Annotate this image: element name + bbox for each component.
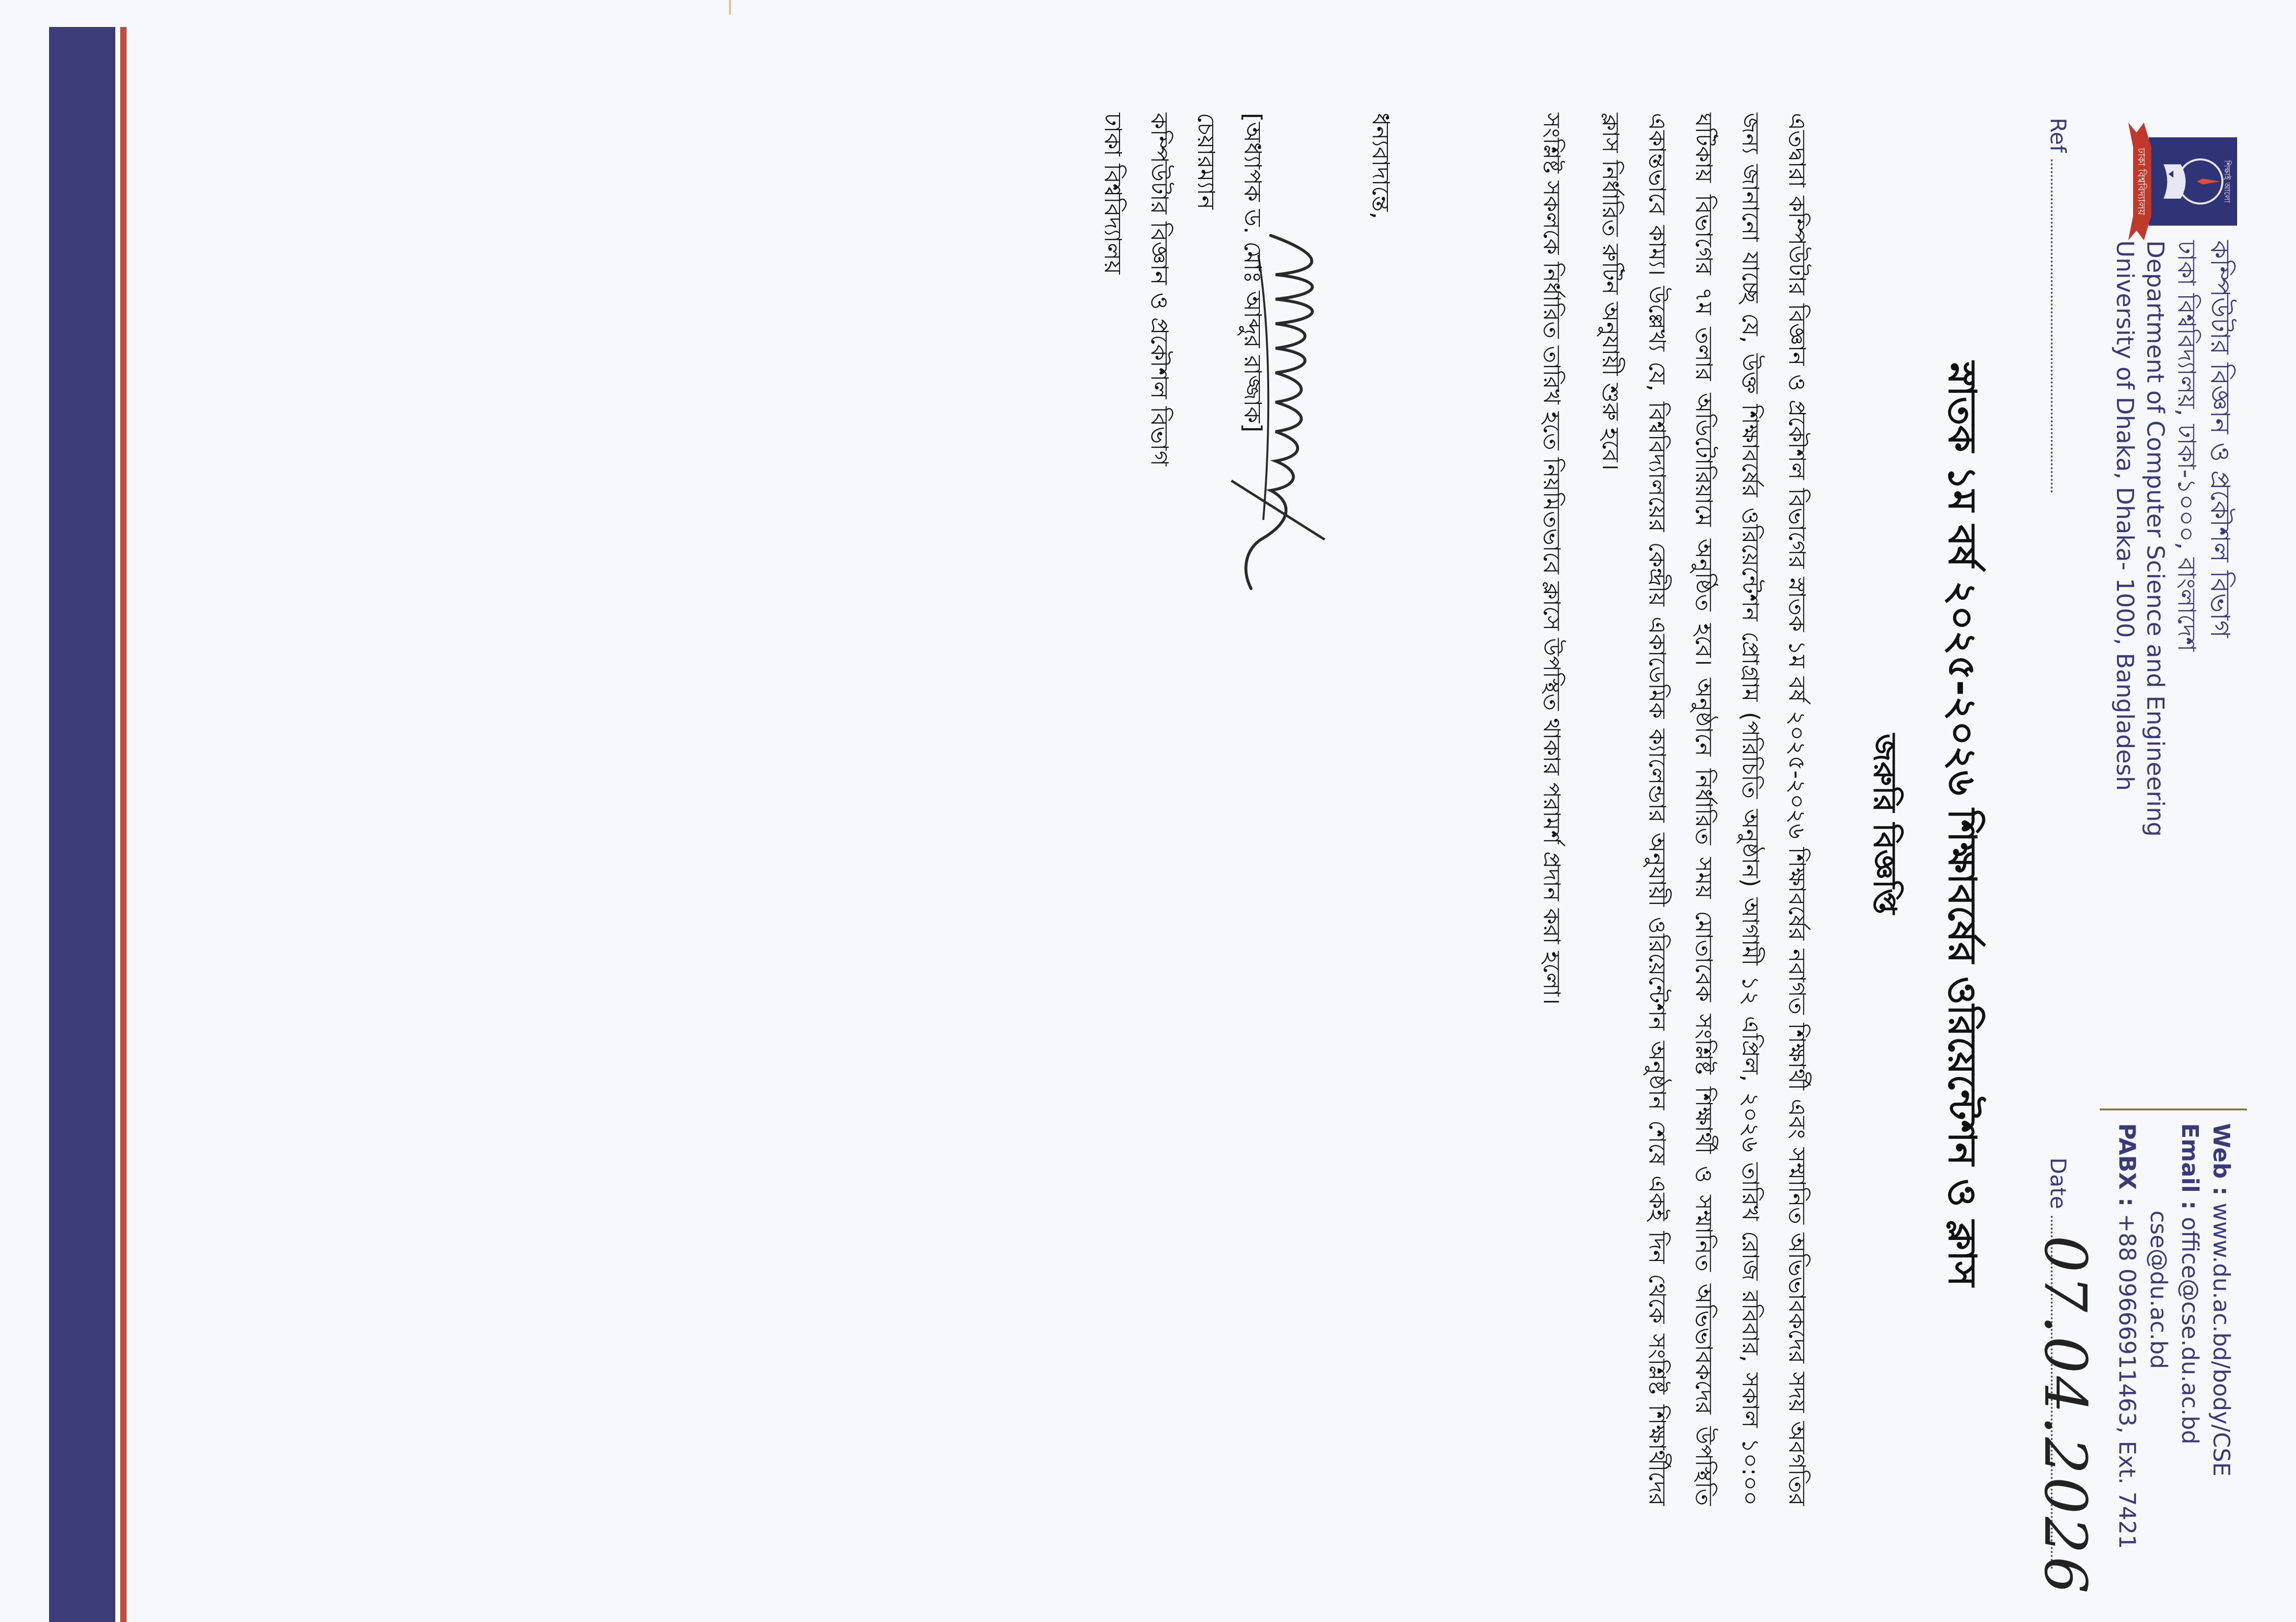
- web-link[interactable]: www.du.ac.bd/body/CSE: [2208, 1203, 2235, 1477]
- university-seal-icon: [2114, 118, 2242, 245]
- notice-body-closing: সংশ্লিষ্ট সকলকে নির্ধারিত তারিখ হতে নিয়মিতভাবে ক্লাসে উপস্থিত থাকার পরামর্শ প্রদান করা হলো।: [1538, 113, 1565, 1005]
- email-link-office[interactable]: office@cse.du.ac.bd: [2177, 1216, 2203, 1444]
- ref-label: Ref: [2045, 118, 2070, 153]
- university-address-en: University of Dhaka, Dhaka- 1000, Bangladesh: [2111, 240, 2139, 791]
- left-red-band: [120, 27, 127, 1622]
- email-link-cse[interactable]: cse@du.ac.bd: [2145, 1210, 2172, 1369]
- university-address-bn: ঢাকা বিশ্ববিদ্যালয়, ঢাকা-১০০০, বাংলাদেশ: [2172, 240, 2201, 652]
- signatory-department: কম্পিউটার বিজ্ঞান ও প্রকৌশল বিভাগ: [1146, 113, 1173, 466]
- signatory-block: [1089, 113, 1276, 466]
- notice-body: এতদ্বারা কম্পিউটার বিজ্ঞান ও প্রকৌশল বিভাগের স্নাতক ১ম বর্ষ ২০২৫-২০২৬ শিক্ষাবর্ষের নবাগত শিক্ষার্থী এবং সম্মানিত অভিভাবকদের সদয় অবগতির জন্য জানানো যাচ্ছে যে, উক্ত শিক্ষাবর্ষের ওরিয়েন্টেশন প্রোগ্রাম (পরিচিতি অনুষ্ঠান) আগামী ১২ এপ্রিল, ২০২৬ তারিখ রোজ রবিবার, সকাল ১০:০০ ঘটিকায় বিভাগের ৭ম তলার অডিটোরিয়ামে অনুষ্ঠিত হবে। অনুষ্ঠানে নির্ধারিত সময় মোতাবেক সংশ্লিষ্ট শিক্ষার্থী ও সম্মানিত অভিভাবকদের উপস্থিতি একান্তভাবে কাম্য। উল্লেখ্য যে, বিশ্ববিদ্যালয়ের কেন্দ্রীয় একাডেমিক ক্যালেন্ডার অনুযায়ী ওরিয়েন্টেশন অনুষ্ঠান শেষে একই দিন থেকে সংশ্লিষ্ট শিক্ষার্থীদের ক্লাস নির্ধারিত রুটিন অনুযায়ী শুরু হবে।: [1597, 113, 1810, 1506]
- date-field: [2032, 1158, 2099, 1596]
- rotated-letter: [147, 59, 2257, 1596]
- notice-subtitle: জরুরি বিজ্ঞপ্তি: [1866, 733, 1903, 915]
- signatory-name: [অধ্যাপক ড. মোঃ আব্দুর রাজ্জাক]: [1239, 113, 1266, 433]
- left-navy-band: [49, 27, 115, 1622]
- signatory-designation: চেয়ারম্যান: [1192, 113, 1220, 210]
- letterhead-name: [2110, 240, 2237, 976]
- letterhead-contact: [2112, 1123, 2237, 1589]
- seal-top-text: শিক্ষাই আলো: [2222, 160, 2232, 203]
- closing-thanks: ধন্যবাদান্তে,: [1367, 113, 1394, 219]
- left-white-band: [115, 27, 120, 1622]
- pabx-number: +88 09666911463, Ext. 7421: [2114, 1213, 2140, 1549]
- notice-title: স্নাতক ১ম বর্ষ ২০২৫-২০২৬ শিক্ষাবর্ষের ওরিয়েন্টেশন ও ক্লাস: [1940, 361, 1984, 1287]
- seal-ribbon-text: ঢাকা বিশ্ববিদ্যালয়: [2136, 148, 2147, 215]
- email-label: Email :: [2177, 1123, 2203, 1210]
- date-dotted-line: [2032, 1216, 2099, 1596]
- ref-field: [2045, 118, 2070, 493]
- date-label: Date: [2045, 1158, 2070, 1210]
- ref-dotted-line: [2051, 159, 2053, 493]
- department-name-en: Department of Computer Science and Engineering: [2141, 240, 2169, 837]
- web-label: Web :: [2208, 1123, 2235, 1196]
- edge-mark: [729, 0, 731, 15]
- department-name-bn: কম্পিউটার বিজ্ঞান ও প্রকৌশল বিভাগ: [2205, 240, 2236, 638]
- signatory-university: ঢাকা বিশ্ববিদ্যালয়: [1099, 113, 1126, 275]
- letterhead-divider: [2100, 1108, 2247, 1110]
- handwritten-date: 07.04.2026: [2032, 1236, 2099, 1596]
- pabx-label: PABX :: [2114, 1123, 2140, 1207]
